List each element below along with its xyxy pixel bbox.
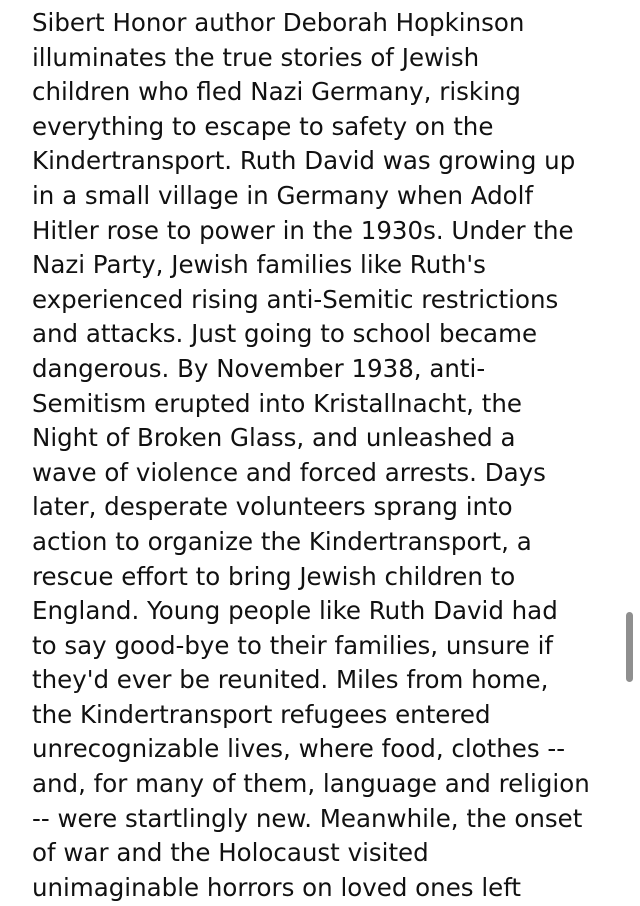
description-line: experienced rising anti-Semitic restrictions [32, 284, 559, 314]
description-line: rescue effort to bring Jewish children to [32, 561, 516, 591]
description-line: Hitler rose to power in the 1930s. Under the [32, 215, 574, 245]
description-line: -- were startlingly new. Meanwhile, the onset [32, 803, 583, 833]
description-line: later, desperate volunteers sprang into [32, 492, 513, 522]
description-line: unimaginable horrors on loved ones left [32, 872, 522, 902]
description-line: unrecognizable lives, where food, clothes -- [32, 734, 566, 764]
description-line: wave of violence and forced arrests. Days [32, 457, 546, 487]
description-line: and, for many of them, language and religion [32, 769, 590, 799]
description-line: illuminates the true stories of Jewish [32, 42, 480, 72]
description-line: dangerous. By November 1938, anti- [32, 353, 486, 383]
description-line: children who fled Nazi Germany, risking [32, 77, 521, 107]
description-line: the Kindertransport refugees entered [32, 699, 491, 729]
description-line: and attacks. Just going to school became [32, 319, 538, 349]
description-line: Kindertransport. Ruth David was growing up [32, 146, 576, 176]
description-line: Nazi Party, Jewish families like Ruth's [32, 250, 486, 280]
book-description [32, 6, 632, 905]
description-line: England. Young people like Ruth David had [32, 596, 558, 626]
description-line: Night of Broken Glass, and unleashed a [32, 423, 516, 453]
description-line: they'd ever be reunited. Miles from home, [32, 665, 549, 695]
description-line: Semitism erupted into Kristallnacht, the [32, 388, 522, 418]
description-line: in a small village in Germany when Adolf [32, 180, 534, 210]
description-line: of war and the Holocaust visited [32, 838, 429, 868]
description-line: Sibert Honor author Deborah Hopkinson [32, 8, 525, 37]
description-line: action to organize the Kindertransport, a [32, 526, 532, 556]
vertical-scrollbar[interactable] [626, 612, 633, 682]
description-line: everything to escape to safety on the [32, 111, 494, 141]
description-line: to say good-bye to their families, unsure if [32, 630, 554, 660]
